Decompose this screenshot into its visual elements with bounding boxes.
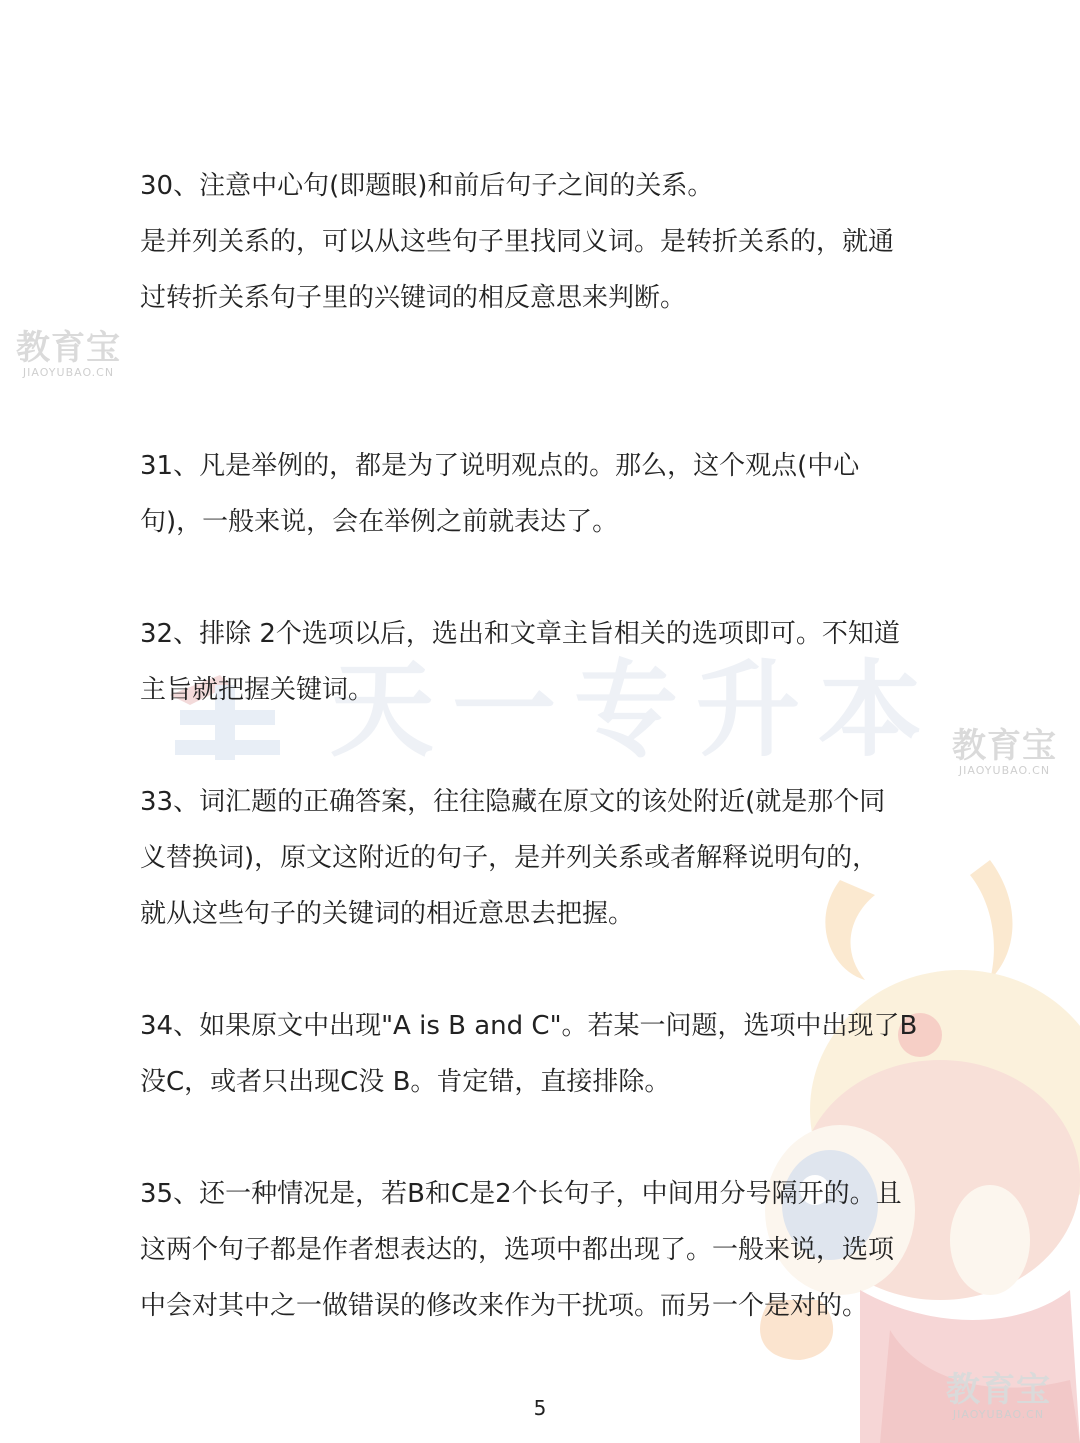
tip-line: 33、词汇题的正确答案，往往隐藏在原文的该处附近(就是那个同 bbox=[140, 787, 886, 817]
watermark-domain: JIAOYUBAO.CN bbox=[952, 1408, 1045, 1421]
tip-line: 义替换词)，原文这附近的句子，是并列关系或者解释说明句的， bbox=[140, 843, 879, 873]
watermark-top-left bbox=[16, 330, 121, 380]
tip-line: 就从这些句子的关键词的相近意思去把握。 bbox=[140, 899, 635, 929]
tip-line: 过转折关系句子里的兴键词的相反意思来判断。 bbox=[140, 283, 687, 313]
watermark-brand: 教育宝 bbox=[952, 726, 1057, 766]
watermark-brand: 教育宝 bbox=[16, 328, 121, 368]
tip-item-31 bbox=[140, 438, 980, 550]
watermark-domain: JIAOYUBAO.CN bbox=[22, 366, 115, 379]
watermark-domain: JIAOYUBAO.CN bbox=[958, 764, 1051, 777]
tip-line: 句)，一般来说，会在举例之前就表达了。 bbox=[140, 507, 619, 537]
tip-line: 没C，或者只出现C没 B。肯定错，直接排除。 bbox=[140, 1067, 671, 1097]
background-brand-text: 天一专升本 bbox=[330, 649, 941, 771]
tip-line: 30、注意中心句(即题眼)和前后句子之间的关系。 bbox=[140, 171, 714, 201]
tip-line: 是并列关系的，可以从这些句子里找同义词。是转折关系的，就通 bbox=[140, 227, 895, 257]
tip-line: 32、排除 2个选项以后，选出和文章主旨相关的选项即可。不知道 bbox=[140, 619, 900, 649]
page-number: 5 bbox=[533, 1396, 547, 1420]
tip-line: 34、如果原文中出现"A is B and C"。若某一问题，选项中出现了B bbox=[140, 1011, 918, 1041]
tip-line: 主旨就把握关键词。 bbox=[140, 675, 375, 705]
tip-item-30 bbox=[140, 158, 980, 326]
tip-line: 35、还一种情况是，若B和C是2个长句子，中间用分号隔开的。且 bbox=[140, 1179, 902, 1209]
tip-line: 31、凡是举例的，都是为了说明观点的。那么，这个观点(中心 bbox=[140, 451, 860, 481]
tip-item-34 bbox=[140, 998, 980, 1110]
watermark-brand: 教育宝 bbox=[946, 1370, 1051, 1410]
tip-line: 中会对其中之一做错误的修改来作为干扰项。而另一个是对的。 bbox=[140, 1291, 869, 1321]
tip-item-33 bbox=[140, 774, 980, 942]
document-body bbox=[140, 158, 980, 1334]
tip-item-35 bbox=[140, 1166, 980, 1334]
tip-line: 这两个句子都是作者想表达的，选项中都出现了。一般来说，选项 bbox=[140, 1235, 895, 1265]
tip-item-32 bbox=[140, 606, 980, 718]
